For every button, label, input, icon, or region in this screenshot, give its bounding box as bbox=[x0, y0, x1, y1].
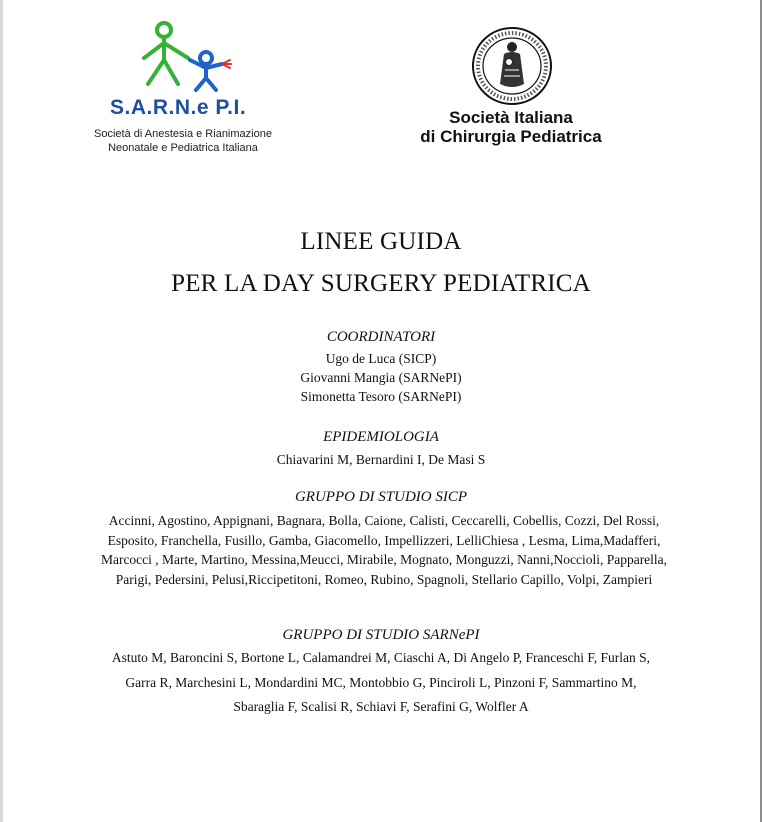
coordinator-name: Giovanni Mangia (SARNePI) bbox=[300, 370, 462, 385]
document-title-line-1: LINEE GUIDA bbox=[300, 228, 462, 255]
coordinator-name: Ugo de Luca (SICP) bbox=[325, 351, 437, 366]
gruppo-sarnepi-line: Sbaraglia F, Scalisi R, Schiavi F, Serafini G, Wolfler A bbox=[233, 699, 529, 714]
sarnepi-subtitle-line: Neonatale e Pediatrica Italiana bbox=[108, 142, 258, 154]
section-heading-epidemiologia: EPIDEMIOLOGIA bbox=[323, 429, 439, 445]
coordinator-name: Simonetta Tesoro (SARNePI) bbox=[300, 389, 462, 404]
madonna-seal-icon bbox=[471, 26, 553, 106]
document-title-line-2: PER LA DAY SURGERY PEDIATRICA bbox=[171, 270, 591, 297]
epidemiologia-names: Chiavarini M, Bernardini I, De Masi S bbox=[276, 452, 486, 467]
sarnepi-subtitle bbox=[88, 127, 278, 155]
section-heading-coordinatori: COORDINATORI bbox=[326, 329, 436, 345]
gruppo-sarnepi-line: Astuto M, Baroncini S, Bortone L, Calamandrei M, Ciaschi A, Di Angelo P, Franceschi F, Furlan S, bbox=[111, 650, 651, 665]
two-children-figures-icon bbox=[138, 20, 238, 92]
sicp-name-line: Società Italiana bbox=[449, 108, 573, 127]
sarnepi-subtitle-line: Società di Anestesia e Rianimazione bbox=[94, 128, 272, 140]
section-heading-gruppo-sarnepi: GRUPPO DI STUDIO SARNePI bbox=[282, 627, 480, 643]
sicp-name-line: di Chirurgia Pediatrica bbox=[420, 127, 602, 146]
section-heading-gruppo-sicp: GRUPPO DI STUDIO SICP bbox=[294, 489, 468, 505]
gruppo-sarnepi-line: Garra R, Marchesini L, Mondardini MC, Montobbio G, Pinciroli L, Pinzoni F, Sammartino M, bbox=[125, 675, 637, 690]
gruppo-sicp-names: Accinni, Agostino, Appignani, Bagnara, Bolla, Caione, Calisti, Ceccarelli, Cobellis, Cozzi, Del Rossi, Esposito, Franchella, Fusillo, Gamba, Giacomello, Impellizzeri, LelliChiesa , Lesma, Lima,Madafferi, Marcocci , Marte, Martino, Messina,Meucci, Mirabile, Mognato, Monguzzi, Nanni,Noccioli, Papparella, Parigi, Pedersini, Pelusi,Riccipetitoni, Romeo, Rubino, Spagnoli, Stellario Capillo, Volpi, Zampieri bbox=[100, 513, 668, 587]
sarnepi-name: S.A.R.N.e P.I. bbox=[110, 96, 247, 119]
sicp-name bbox=[400, 108, 622, 146]
